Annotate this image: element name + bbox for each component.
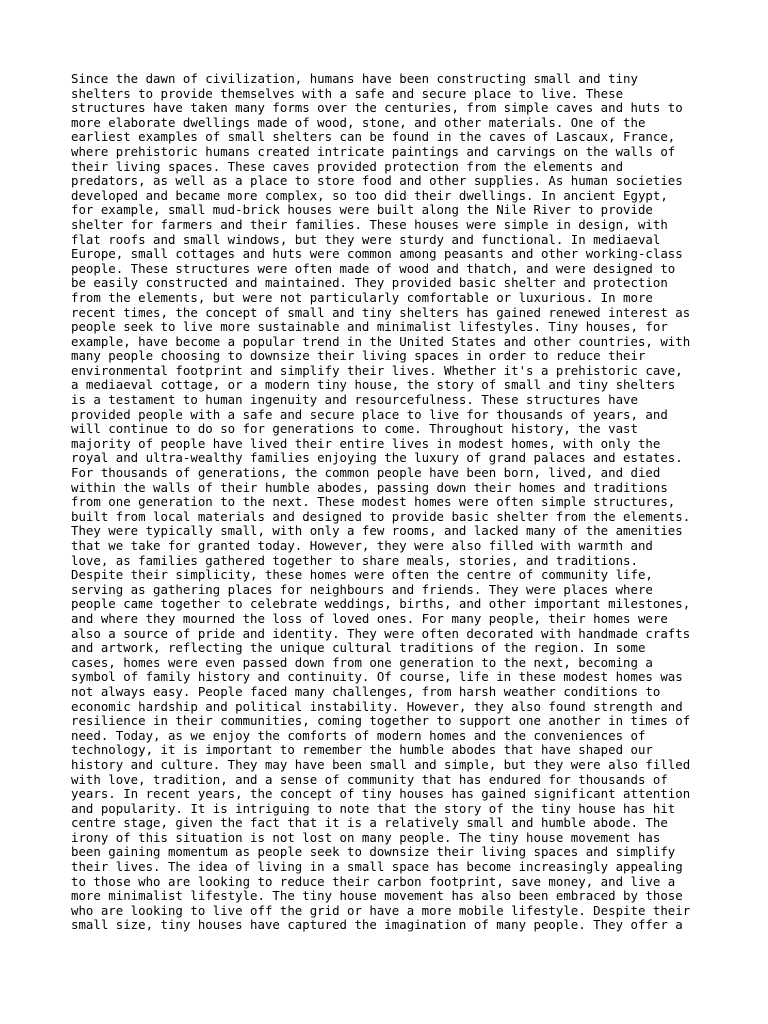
text-line: predators, as well as a place to store food and other supplies. As human societies: [71, 173, 683, 189]
text-line: not always easy. People faced many challenges, from harsh weather conditions to: [71, 683, 661, 699]
text-line: shelters to provide themselves with a safe and secure place to live. These: [71, 85, 624, 101]
text-line: within the walls of their humble abodes, passing down their homes and traditions: [71, 479, 668, 495]
text-line: and artwork, reflecting the unique cultural traditions of the region. In some: [71, 640, 646, 656]
text-line: people seek to live more sustainable and minimalist lifestyles. Tiny houses, for: [71, 319, 668, 335]
text-line: irony of this situation is not lost on many people. The tiny house movement has: [71, 829, 661, 845]
text-line: majority of people have lived their entire lives in modest homes, with only the: [71, 435, 661, 451]
text-line: more minimalist lifestyle. The tiny house movement has also been embraced by those: [71, 888, 683, 904]
text-line: love, as families gathered together to share meals, stories, and traditions.: [71, 552, 638, 568]
text-line: for example, small mud-brick houses were built along the Nile River to provide: [71, 202, 653, 218]
text-line: developed and became more complex, so too did their dwellings. In ancient Egypt,: [71, 187, 668, 203]
text-line: a mediaeval cottage, or a modern tiny house, the story of small and tiny shelters: [71, 377, 676, 393]
text-line: more elaborate dwellings made of wood, stone, and other materials. One of the: [71, 114, 646, 130]
text-line: is a testament to human ingenuity and resourcefulness. These structures have: [71, 392, 638, 408]
text-line: been gaining momentum as people seek to downsize their living spaces and simplify: [71, 844, 676, 860]
text-line: example, have become a popular trend in the United States and other countries, with: [71, 333, 691, 349]
text-line: years. In recent years, the concept of tiny houses has gained significant attention: [71, 786, 691, 802]
text-line: resilience in their communities, coming together to support one another in times of: [71, 713, 691, 729]
text-line: technology, it is important to remember the humble abodes that have shaped our: [71, 742, 653, 758]
text-line: royal and ultra-wealthy families enjoying the luxury of grand palaces and estates.: [71, 450, 683, 466]
text-line: that we take for granted today. However, they were also filled with warmth and: [71, 538, 653, 553]
text-line: Despite their simplicity, these homes were often the centre of community life,: [71, 567, 653, 583]
text-line: and popularity. It is intriguing to note that the story of the tiny house has hit: [71, 800, 676, 816]
text-line: people came together to celebrate weddings, births, and other important milestones,: [71, 596, 691, 612]
text-line: Since the dawn of civilization, humans have been constructing small and tiny: [71, 71, 638, 86]
text-line: with love, tradition, and a sense of community that has endured for thousands of: [71, 771, 668, 787]
text-line: earliest examples of small shelters can be found in the caves of Lascaux, France,: [71, 129, 676, 145]
text-line: small size, tiny houses have captured the imagination of many people. They offer a: [71, 917, 683, 933]
body-text: [71, 72, 731, 933]
text-line: They were typically small, with only a few rooms, and lacked many of the amenities: [71, 523, 683, 539]
text-line: where prehistoric humans created intricate paintings and carvings on the walls of: [71, 143, 676, 159]
text-line: from one generation to the next. These modest homes were often simple structures,: [71, 494, 676, 510]
text-line: For thousands of generations, the common people have been born, lived, and died: [71, 465, 661, 481]
text-line: who are looking to live off the grid or have a more mobile lifestyle. Despite their: [71, 902, 691, 918]
text-line: many people choosing to downsize their living spaces in order to reduce their: [71, 348, 646, 364]
text-line: people. These structures were often made of wood and thatch, and were designed to: [71, 260, 676, 276]
text-line: to those who are looking to reduce their carbon footprint, save money, and live a: [71, 873, 676, 889]
text-line: their lives. The idea of living in a small space has become increasingly appealing: [71, 859, 683, 875]
text-line: their living spaces. These caves provided protection from the elements and: [71, 158, 624, 174]
text-line: flat roofs and small windows, but they were sturdy and functional. In mediaeval: [71, 231, 661, 247]
text-line: symbol of family history and continuity. Of course, life in these modest homes was: [71, 669, 683, 685]
text-line: centre stage, given the fact that it is a relatively small and humble abode. The: [71, 815, 668, 831]
text-line: economic hardship and political instability. However, they also found strength and: [71, 698, 683, 714]
text-line: will continue to do so for generations to come. Throughout history, the vast: [71, 421, 638, 437]
text-line: environmental footprint and simplify their lives. Whether it's a prehistoric cave,: [71, 362, 683, 378]
text-line: be easily constructed and maintained. They provided basic shelter and protection: [71, 275, 668, 291]
text-line: structures have taken many forms over the centuries, from simple caves and huts to: [71, 100, 683, 116]
text-line: Europe, small cottages and huts were common among peasants and other working-class: [71, 246, 683, 262]
text-line: recent times, the concept of small and tiny shelters has gained renewed interest as: [71, 304, 691, 320]
text-line: need. Today, as we enjoy the comforts of modern homes and the conveniences of: [71, 727, 646, 743]
text-line: history and culture. They may have been small and simple, but they were also filled: [71, 756, 691, 772]
text-line: shelter for farmers and their families. These houses were simple in design, with: [71, 216, 668, 232]
text-line: serving as gathering places for neighbours and friends. They were places where: [71, 581, 653, 597]
text-line: built from local materials and designed to provide basic shelter from the elements.: [71, 508, 691, 524]
text-line: also a source of pride and identity. They were often decorated with handmade crafts: [71, 625, 691, 641]
text-line: provided people with a safe and secure place to live for thousands of years, and: [71, 406, 668, 422]
text-line: and where they mourned the loss of loved ones. For many people, their homes were: [71, 610, 668, 626]
text-line: from the elements, but were not particularly comfortable or luxurious. In more: [71, 289, 653, 305]
text-line: cases, homes were even passed down from one generation to the next, becoming a: [71, 654, 653, 670]
